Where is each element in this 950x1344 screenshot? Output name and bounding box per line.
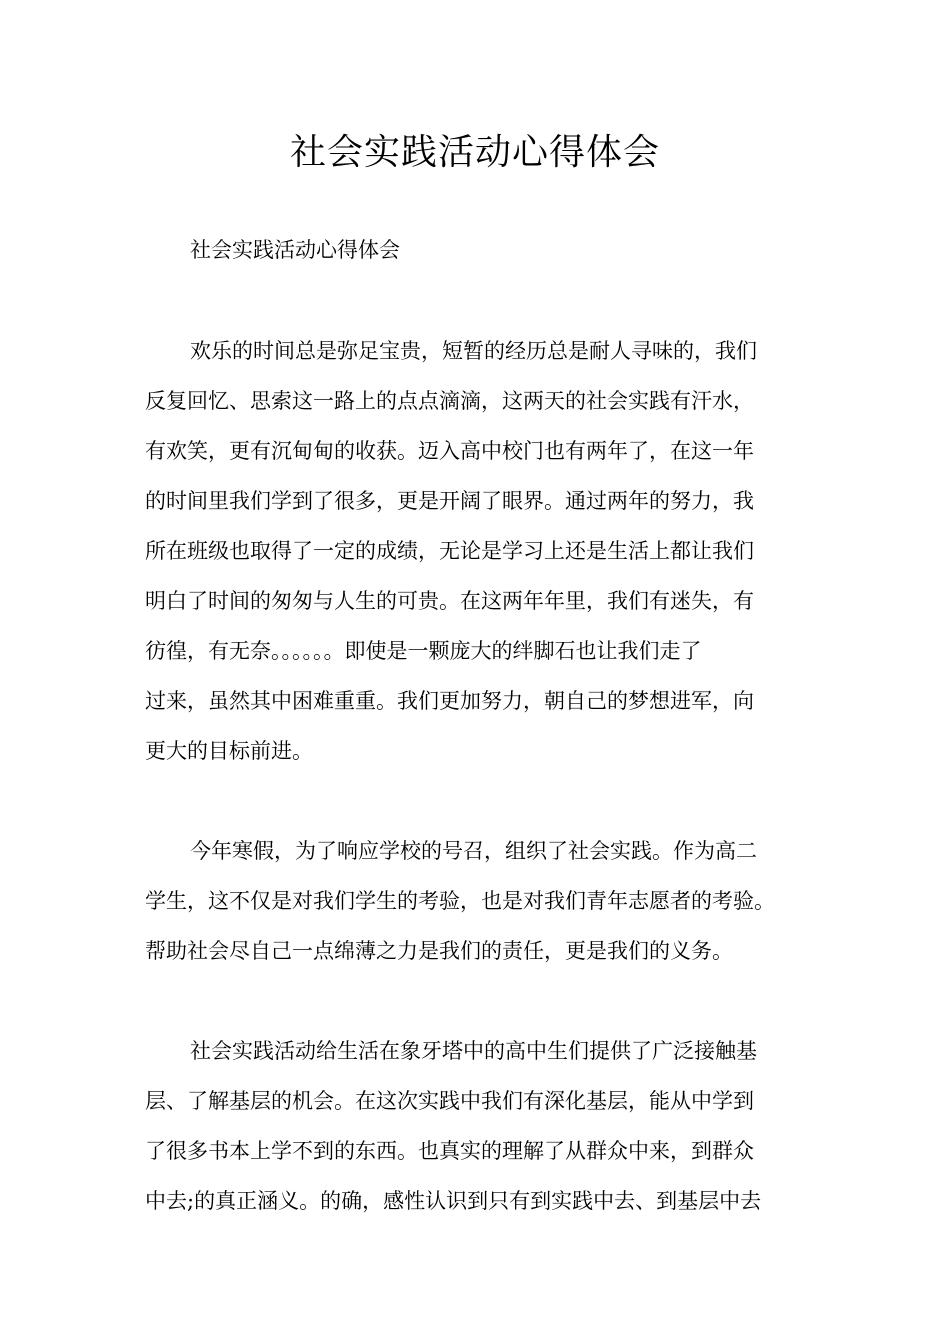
paragraph-3 (145, 1026, 815, 1226)
document-title: 社会实践活动心得体会 (289, 132, 660, 173)
paragraph-line: 帮助社会尽自己一点绵薄之力是我们的责任，更是我们的义务。 (145, 939, 733, 963)
paragraph-line: 过来，虽然其中困难重重。我们更加努力，朝自己的梦想进军，向 (145, 689, 754, 713)
document-subtitle: 社会实践活动心得体会 (190, 238, 400, 262)
paragraph-line: 了很多书本上学不到的东西。也真实的理解了从群众中来，到群众 (145, 1139, 754, 1163)
paragraph-line: 有欢笑，更有沉甸甸的收获。迈入高中校门也有两年了，在这一年 (145, 439, 754, 463)
paragraph-1 (145, 326, 815, 776)
paragraph-line: 的时间里我们学到了很多，更是开阔了眼界。通过两年的努力，我 (145, 489, 754, 513)
paragraph-line: 更大的目标前进。 (145, 739, 313, 763)
paragraph-line: 反复回忆、思索这一路上的点点滴滴，这两天的社会实践有汗水， (145, 389, 754, 413)
paragraph-line: 所在班级也取得了一定的成绩，无论是学习上还是生活上都让我们 (145, 539, 754, 563)
paragraph-line: 中去;的真正涵义。的确，感性认识到只有到实践中去、到基层中去 (145, 1189, 762, 1213)
paragraph-line: 今年寒假，为了响应学校的号召，组织了社会实践。作为高二 (190, 839, 757, 863)
paragraph-line: 社会实践活动给生活在象牙塔中的高中生们提供了广泛接触基 (190, 1039, 757, 1063)
paragraph-line: 学生，这不仅是对我们学生的考验，也是对我们青年志愿者的考验。 (145, 889, 775, 913)
paragraph-line: 彷徨，有无奈。。。。。。即使是一颗庞大的绊脚石也让我们走了 (145, 639, 702, 663)
paragraph-line: 层、了解基层的机会。在这次实践中我们有深化基层，能从中学到 (145, 1089, 754, 1113)
paragraph-line: 欢乐的时间总是弥足宝贵，短暂的经历总是耐人寻味的，我们 (190, 339, 757, 363)
paragraph-line: 明白了时间的匆匆与人生的可贵。在这两年年里，我们有迷失，有 (145, 589, 754, 613)
paragraph-2 (145, 826, 815, 976)
